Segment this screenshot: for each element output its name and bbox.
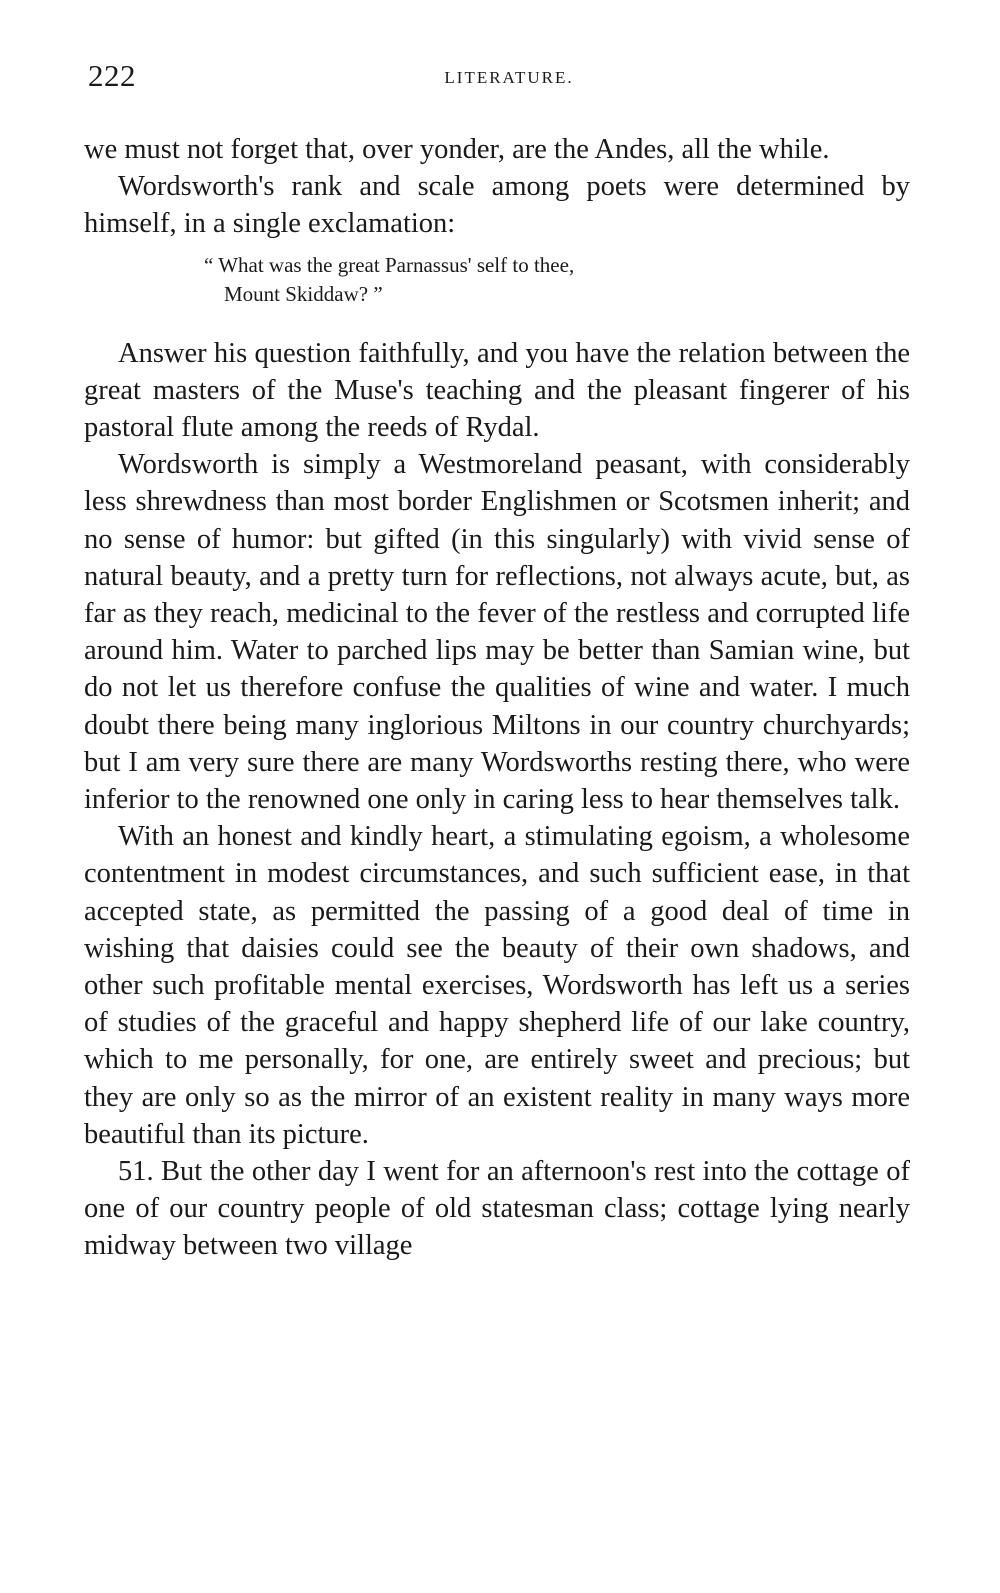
- block-quote: [84, 251, 910, 309]
- paragraph-westmoreland-peasant: Wordsworth is simply a Westmoreland peasant, with considerably less shrewdness than most border Englishmen or Scotsmen inherit; and no sense of humor: but gifted (in this singularly) with vivid sense of natural beauty, and a pretty turn for reflections, not always acute, but, as far as they reach, medicinal to the fever of the restless and corrupted life around him. Water to parched lips may be better than Samian wine, but do not let us therefore confuse the qualities of wine and water. I much doubt there being many inglorious Miltons in our country churchyards; but I am very sure there are many Wordsworths resting there, who were inferior to the renowned one only in caring less to hear themselves talk.: [84, 449, 910, 816]
- quote-line-2: Mount Skiddaw? ”: [224, 281, 383, 306]
- quote-line-1: “ What was the great Parnassus' self to thee,: [204, 252, 575, 277]
- running-head: LITERATURE.: [444, 68, 574, 87]
- page-number: 222: [88, 58, 136, 93]
- paragraph-section-51: 51. But the other day I went for an afternoon's rest into the cottage of one of our country people of old statesman class; cottage lying nearly midway between two village: [84, 1156, 910, 1262]
- paragraph-rank-and-scale: Wordsworth's rank and scale among poets were determined by himself, in a single exclamation:: [84, 171, 910, 240]
- body-text: [84, 131, 910, 1265]
- paragraph-honest-heart: With an honest and kindly heart, a stimulating egoism, a wholesome contentment in modest circumstances, and such sufficient ease, in that accepted state, as permitted the passing of a good deal of time in wishing that daisies could see the beauty of their own shadows, and other such profitable mental exercises, Wordsworth has left us a series of studies of the graceful and happy shepherd life of our lake country, which to me personally, for one, are entirely sweet and precious; but they are only so as the mirror of an existent reality in many ways more beautiful than its picture.: [84, 821, 910, 1150]
- paragraph-continued: we must not forget that, over yonder, are the Andes, all the while.: [84, 134, 830, 165]
- page-header: [84, 58, 910, 98]
- paragraph-answer: Answer his question faithfully, and you have the relation between the great masters of the Muse's teaching and the pleasant fingerer of his pastoral flute among the reeds of Rydal.: [84, 337, 910, 444]
